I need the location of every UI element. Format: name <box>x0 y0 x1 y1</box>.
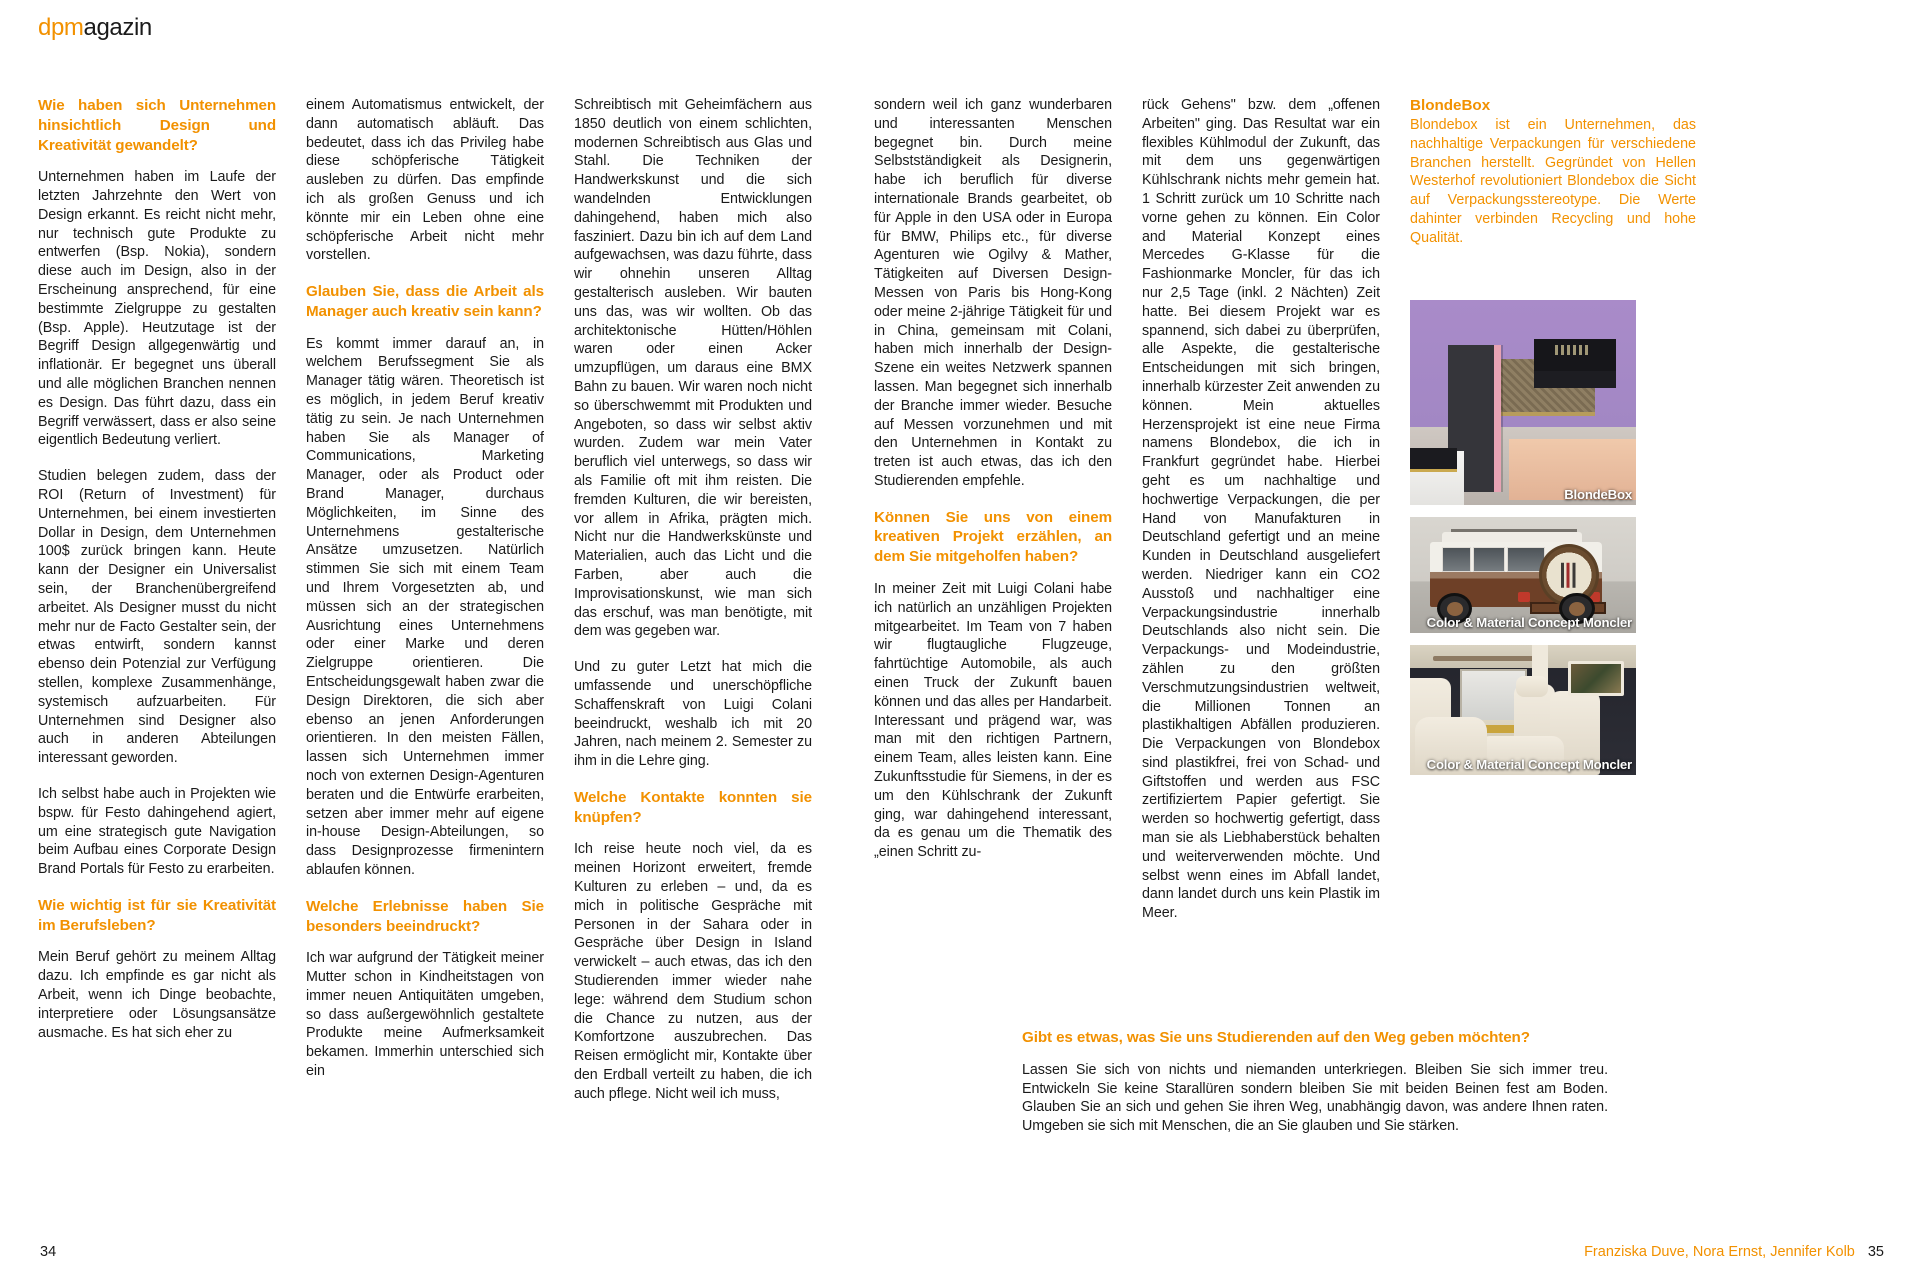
article-column-5 <box>1142 96 1380 1104</box>
question-heading: Welche Erlebnisse haben Sie besonders beeindruckt? <box>306 897 544 935</box>
article-column-2 <box>306 96 544 1104</box>
black-base-box <box>1534 371 1615 387</box>
question-heading: Gibt es etwas, was Sie uns Studierenden auf den Weg geben möchten? <box>1022 1029 1530 1046</box>
body-paragraph: Und zu guter Letzt hat mich die umfassende und unerschöpfliche Schaffenskraft von Luigi Colani beeindruckt, weshalb ich mit 20 Jahren, nach meinem 2. Semester zu ihm in die Lehre ging. <box>574 659 812 770</box>
body-paragraph: Mein Beruf gehört zu meinem Alltag dazu. Ich empfinde es gar nicht als Arbeit, wenn ich Dinge beobachte, interpretiere oder Lösungsansätze ausmache. Es hat sich eher zu <box>38 949 276 1041</box>
question-heading: Wie haben sich Unternehmen hinsichtlich Design und Kreativität gewandelt? <box>38 97 276 154</box>
body-paragraph: Unternehmen haben im Laufe der letzten Jahrzehnte den Wert von Design erkannt. Es reicht nicht mehr, nur technisch gute Produkte zu entwerfen (Bsp. Nokia), sondern diese auch im Design, also in der Erscheinung ansprechend, für eine bestimmte Zielgruppe zu gestalten (Bsp. Apple). Heutzutage ist der Begriff Design allgegenwärtig und inflationär. Er begegnet uns überall und alle möglichen Branchen nennen es Design. Das führt dazu, dass ein Begriff verwässert, dass er also seine eigentlich Bedeutung verliert. <box>38 169 276 449</box>
moncler-logo <box>1557 563 1581 587</box>
body-paragraph: In meiner Zeit mit Luigi Colani habe ich natürlich an unzähligen Projekten mitgearbeitet. Im Team von 7 haben wir flugtaugliche Flugzeuge, fahrtüchtige Automobile, als auch einen Truck der Zukunft bauen können und das alles per Handarbeit. Interessant und prägend war, was man mit den richtigen Partnern, einem Team, alles leisten kann. Eine Zukunftsstudie für Siemens, in der es um den Kühlschrank der Zukunft ging, war dahingehend interessant, da es genau um die Thematik des „einen Schritt zu- <box>874 580 1112 861</box>
masthead-logo-accent: dpm <box>38 14 84 41</box>
masthead-logo <box>38 16 152 40</box>
car-window <box>1442 547 1471 572</box>
author-credits: Franziska Duve, Nora Ernst, Jennifer Kolb <box>1584 1244 1855 1260</box>
blondebox-photo <box>1410 300 1636 505</box>
figure-moncler-car <box>1410 517 1636 633</box>
box-logo-mark <box>1555 345 1591 355</box>
body-paragraph: Ich selbst habe auch in Projekten wie bspw. für Festo dahingehend agiert, um eine strategisch gute Navigation beim Aufbau eines Corporate Design Brand Portals für Festo zu erarbeiten. <box>38 785 276 878</box>
article-column-3 <box>574 96 812 1104</box>
car-window <box>1473 547 1504 572</box>
question-heading: Können Sie uns von einem kreativen Projekt erzählen, an dem Sie mitgeholfen haben? <box>874 508 1112 566</box>
body-paragraph: Schreibtisch mit Geheimfächern aus 1850 deutlich von einem schlichten, modernen Schreibtisch aus Glas und Stahl. Die Techniken der Handwerkskunst und die sich wandelnden Entwicklungen dahingehend, haben mich also fasziniert. Dazu bin ich auf dem Land aufgewachsen, was dazu führte, dass wir ohnehin unseren Alltag gestalterisch ausleben. Wir bauten uns das, was wir wollten. Ob das architektonische Hütten/Höhlen waren oder einen Acker umzupflügen, um daraus eine BMX Bahn zu bauen. Wir waren noch nicht so überschwemmt mit Produkten und Angeboten, so dass wir selbst aktiv wurden. Zudem war mein Vater beruflich viel unterwegs, so dass wir als Familie oft mit ihm reisten. Die fremden Kulturen, die wir bereisten, vor allem in Afrika, prägten mich. Nicht nur die Handwerkskünste und Materialien, auch das Licht und die Farben, aber auch die Improvisationskunst, wie man sich das erschuf, was man benötigte, mit dem was gegeben war. <box>574 97 812 640</box>
question-heading: Wie wichtig ist für sie Kreativität im Berufsleben? <box>38 896 276 934</box>
question-heading: Glauben Sie, dass die Arbeit als Manager auch kreativ sein kann? <box>306 283 544 320</box>
sidebar-blondebox <box>1410 96 1696 1104</box>
body-paragraph: Lassen Sie sich von nichts und niemanden unterkriegen. Bleiben Sie sich immer treu. Entwickeln Sie keine Starallüren sondern bleiben Sie mit beiden Beinen fest am Boden. Glauben Sie an sich und gehen Sie ihren Weg, unabhängig davon, was andere Ihnen raten. Umgeben sie sich mit Menschen, die an Sie glauben und Sie stärken. <box>1022 1061 1608 1135</box>
figure-caption: Color & Material Concept Moncler <box>1426 756 1632 772</box>
closing-question-section <box>1022 1028 1608 1136</box>
body-paragraph: rück Gehens" bzw. dem „offenen Arbeiten" ging. Das Resultat war ein flexibles Kühlmodul der Zukunft, das mit dem uns gegenwärtigen Kühlschrank nichts mehr gemein hat. 1 Schritt zurück um 10 Schritte nach vorne gehen zu können. Ein Color and Material Konzept eines Mercedes G-Klasse für die Fashionmarke Moncler, für das ich nur 2,5 Tage (inkl. 2 Nächten) Zeit hatte. Bei diesem Projekt war es spannend, sich dabei zu überprüfen, alle Aspekte, die gestalterische Entscheidungen mit sich bringen, innerhalb kürzester Zeit anwenden zu können. Mein aktuelles Herzensprojekt ist eine neue Firma namens Blondebox, die ich in Frankfurt gegründet habe. Hierbei geht es um nachhaltige und hochwertige Verpackungen, die per Hand von Manufakturen in Deutschland gefertigt und an meine Kunden in Deutschland ausgeliefert werden. Niedriger kann ein CO2 Ausstoß und nachhaltiger eine Verpackungsindustrie innerhalb Deutschlands also nicht sein. Die Verpackungs- und Modeindustrie, zählen zu den größten Verschmutzungsindustrien weltweit, die Millionen Tonnen an plastikhaltigen Abfällen produzieren. Die Verpackungen von Blondebox sind plastikfrei, frei von Schad- und Giftstoffen und werden aus FSC zertifiziertem Papier gefertigt. Sie werden so hochwertig gefertigt, dass man sie als Liebhaberstück behalten und weiterverwenden möchte. Und selbst wenn eines im Abfall landet, dann landet durch uns kein Plastik im Meer. <box>1142 97 1380 922</box>
interior-photo <box>1410 645 1636 775</box>
footer-right <box>1584 1244 1884 1260</box>
article-column-1 <box>38 96 276 1104</box>
article-columns <box>38 96 1886 1104</box>
body-paragraph: Ich reise heute noch viel, da es meinen Horizont erweitert, fremde Kulturen zu erleben – und, da es mich in politische Gespräche mit Personen in der Sahara oder in Gespräche über Design in Island verwickelt – auch etwas, das ich den Studierenden immer wieder nahe lege: während dem Studium schon die Chance zu nutzen, aus der Komfortzone auszubrechen. Das Reisen ermöglicht mir, Kontakte über den Erdball verteilt zu haben, die ich auch pflege. Nicht weil ich muss, <box>574 841 812 1102</box>
figure-blondebox <box>1410 300 1636 505</box>
sidebar-body: Blondebox ist ein Unternehmen, das nachhaltige Verpackungen für verschiedene Branchen herstellt. Gegründet von Hellen Westerhof revolutioniert Blondebox die Sicht auf Verpackungsstereotype. Die Werte dahinter verbinden Recycling und hohe Qualität. <box>1410 117 1696 246</box>
figure-caption: BlondeBox <box>1564 486 1632 502</box>
headrest <box>1516 676 1548 697</box>
question-heading: Welche Kontakte konnten sie knüpfen? <box>574 788 812 826</box>
figure-caption: Color & Material Concept Moncler <box>1426 614 1632 630</box>
body-paragraph: Ich war aufgrund der Tätigkeit meiner Mutter schon in Kindheitstagen von immer neuen Antiquitäten umgeben, so dass außergewöhnlich gestaltete Produkte meine Aufmerksamkeit bekamen. Immerhin unterschied sich ein <box>306 950 544 1080</box>
small-black-box <box>1410 448 1457 472</box>
body-paragraph: Es kommt immer darauf an, in welchem Berufssegment Sie als Manager tätig wären. Theoretisch ist es möglich, in jedem Beruf kreativ tätig zu sein. Je nach Unternehmen haben Sie als Manager of Communications, Marketing Manager, oder als Product oder Brand Manager, durchaus Möglichkeiten, im Sinne des Unternehmens gestalterische Ansätze umzusetzen. Natürlich stimmen Sie sich mit einem Team und Ihrem Vorgesetzten ab, und müssen sich an der strategischen Ausrichtung eines Unternehmens oder einer Marke und deren Zielgruppe orientieren. Die Entscheidungsgewalt haben zwar die Design Direktoren, die sich aber ebenso an jenen Anforderungen orientieren. In den meisten Fällen, lassen sich Unternehmen immer noch von externen Design-Agenturen beraten und die Entwürfe erarbeiten, setzen aber immer mehr auf eigene in-house Design-Abteilungen, so dass Designprozesse firmenintern ablaufen können. <box>306 335 544 878</box>
body-paragraph: sondern weil ich ganz wunderbaren und interessanten Menschen begegnet bin. Durch meine Selbstständigkeit als Designerin, habe ich beruflich für diverse internationale Brands gearbeitet, ob für Apple in den USA oder in Europa für BMW, Philips etc., für diverse Agenturen wie Ogilvy & Mather, Tätigkeiten auf Diversen Design-Messen von Paris bis Hong-Kong oder meine 2-jährige Tätigkeit für und in China, gemeinsam mit Colani, haben mich innerhalb der Design-Szene ein weites Netzwerk spannen lassen. Man begegnet sich innerhalb der Branche immer wieder. Besuche auf Messen vorzunehmen und mit den Unternehmen in Kontakt zu treten ist auch etwas, das ich den Studierenden empfehle. <box>874 97 1112 489</box>
page-number-left: 34 <box>40 1244 57 1260</box>
figure-moncler-interior <box>1410 645 1636 775</box>
ceiling-trim <box>1433 656 1541 661</box>
sidebar-title: BlondeBox <box>1410 97 1491 114</box>
rear-entertainment-screen <box>1568 661 1624 696</box>
body-paragraph: Studien belegen zudem, dass der ROI (Return of Investment) für Unternehmen, bei einem investierten Dollar in Design, dem Unternehmen 100$ zurück bringen kann. Heute kann der Designer ein Universalist sein, der Branchenübergreifend arbeitet. Als Designer musst du nicht mehr nur de Facto Gestalter sein, der etwas entwirft, sondern kannst ebenso dein Potenzial zur Verfügung stellen, komplexe Zusammenhänge, systemisch aufzuarbeiten. Für Unternehmen sind Designer also auch in anderen Abteilungen interessant geworden. <box>38 468 276 767</box>
masthead-logo-rest: agazin <box>83 14 152 41</box>
tail-light <box>1518 592 1529 602</box>
body-paragraph: einem Automatismus entwickelt, der dann automatisch abläuft. Das bedeutet, dass ich das Privileg habe diese schöpferische Tätigkeit ausleben zu dürfen. Das empfinde ich als großen Genuss und ich könnte mir ein Leben ohne eine schöpferische Arbeit nicht mehr vorstellen. <box>306 97 544 264</box>
article-column-4 <box>874 96 1112 1104</box>
page-number-right: 35 <box>1867 1244 1884 1260</box>
